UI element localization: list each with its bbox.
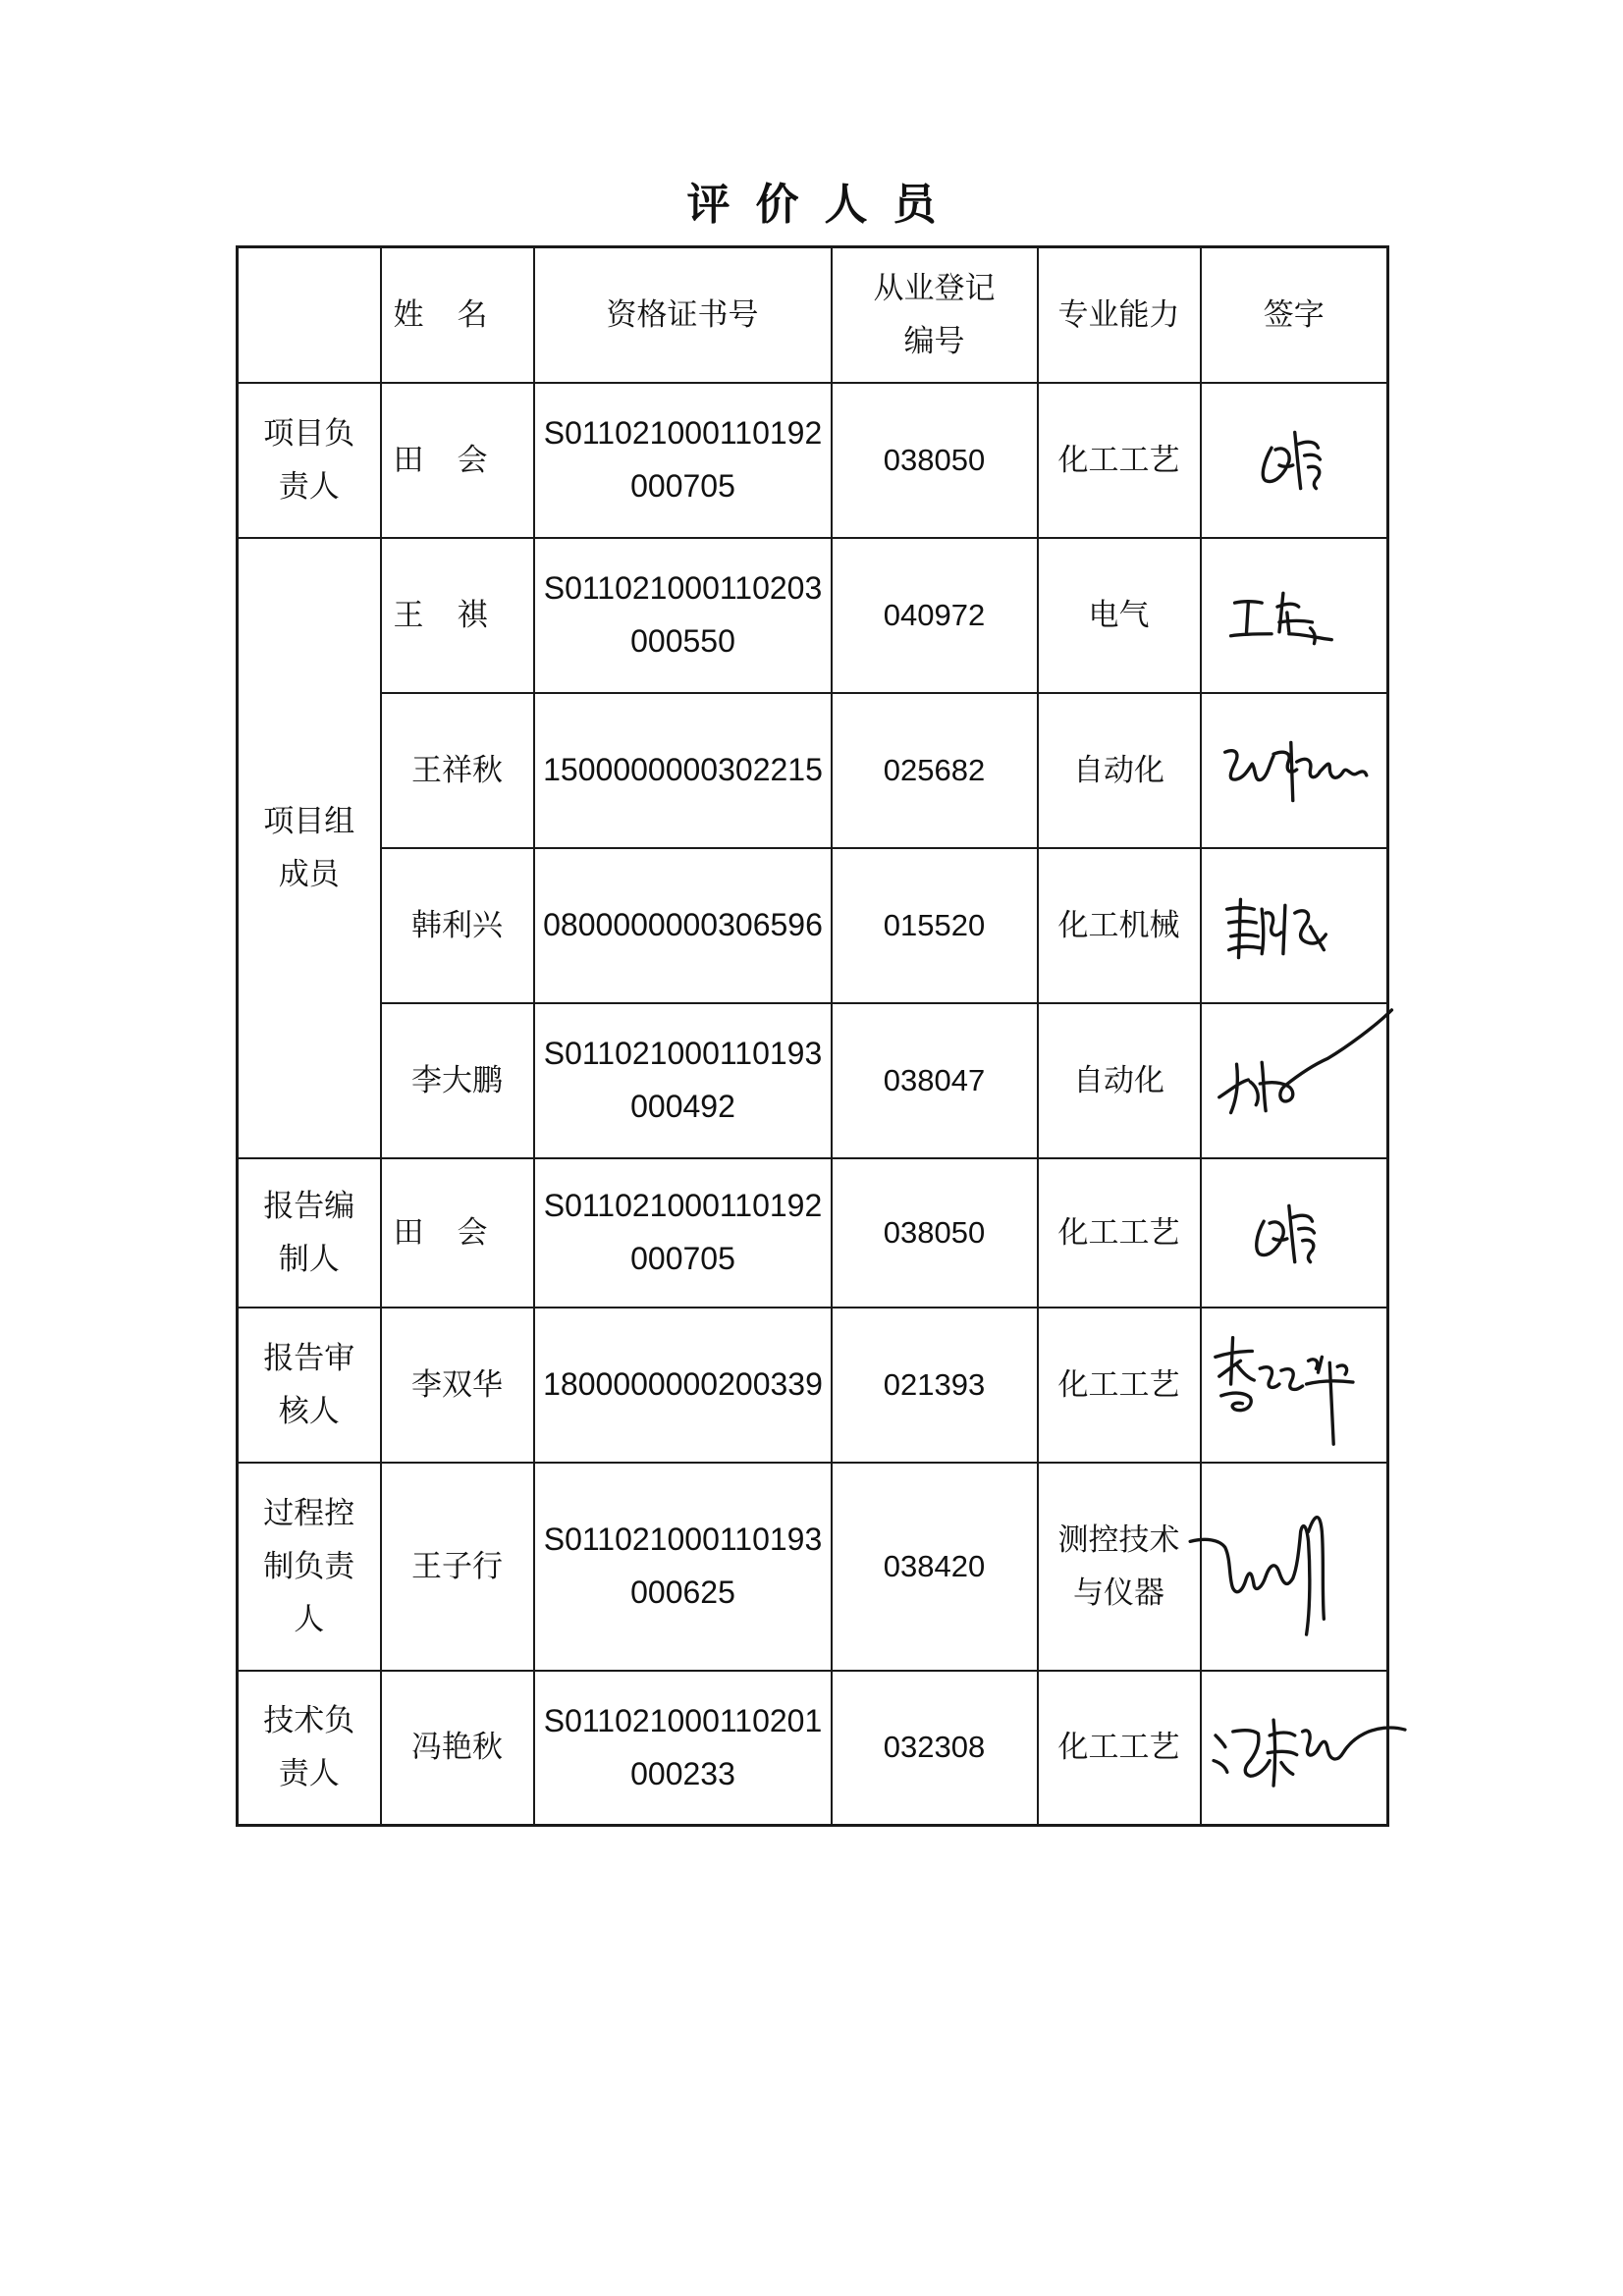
skill: 化工工艺	[1038, 1671, 1201, 1826]
skill: 测控技术与仪器	[1038, 1463, 1201, 1671]
skill: 自动化	[1038, 693, 1201, 848]
cert-no: S011021000110203000550	[534, 538, 832, 693]
table-row	[238, 693, 1388, 848]
role-cell: 过程控制负责人	[238, 1463, 381, 1671]
table-row	[238, 538, 1388, 693]
reg-no: 038050	[832, 383, 1038, 538]
cert-no: S011021000110193000625	[534, 1463, 832, 1671]
person-name: 田会	[381, 383, 534, 538]
skill: 化工工艺	[1038, 1158, 1201, 1308]
role-cell: 项目组成员	[238, 538, 381, 1158]
header-reg-no: 从业登记编号	[832, 247, 1038, 383]
cert-no: S011021000110192000705	[534, 1158, 832, 1308]
cert-no: 1500000000302215	[534, 693, 832, 848]
reg-no: 040972	[832, 538, 1038, 693]
signature-cell	[1201, 383, 1388, 538]
table-row	[238, 1003, 1388, 1158]
skill: 自动化	[1038, 1003, 1201, 1158]
cert-no: S011021000110193000492	[534, 1003, 832, 1158]
person-name: 韩利兴	[381, 848, 534, 1003]
table-row	[238, 1671, 1388, 1826]
page-title: 评价人员	[686, 180, 962, 230]
evaluator-table	[236, 245, 1389, 1827]
reg-no: 015520	[832, 848, 1038, 1003]
person-name: 李双华	[381, 1308, 534, 1463]
header-skill: 专业能力	[1038, 247, 1201, 383]
person-name: 王祺	[381, 538, 534, 693]
header-role-cell	[238, 247, 381, 383]
signature-cell	[1201, 848, 1388, 1003]
skill: 化工工艺	[1038, 383, 1201, 538]
handwritten-signature	[1202, 1308, 1387, 1462]
handwritten-signature	[1202, 384, 1387, 537]
reg-no: 032308	[832, 1671, 1038, 1826]
table-row	[238, 383, 1388, 538]
skill: 化工机械	[1038, 848, 1201, 1003]
handwritten-signature	[1202, 539, 1387, 692]
signature-cell	[1201, 538, 1388, 693]
reg-no: 038050	[832, 1158, 1038, 1308]
table-row	[238, 1308, 1388, 1463]
signature-cell	[1201, 1671, 1388, 1826]
header-row	[238, 247, 1388, 383]
person-name: 王子行	[381, 1463, 534, 1671]
role-cell: 报告审核人	[238, 1308, 381, 1463]
handwritten-signature	[1202, 1159, 1387, 1307]
signature-cell	[1201, 1463, 1388, 1671]
signature-cell	[1201, 693, 1388, 848]
reg-no: 038420	[832, 1463, 1038, 1671]
person-name: 冯艳秋	[381, 1671, 534, 1826]
handwritten-signature	[1202, 694, 1387, 847]
signature-cell	[1201, 1003, 1388, 1158]
person-name: 李大鹏	[381, 1003, 534, 1158]
handwritten-signature	[1202, 1004, 1387, 1157]
cert-no: S011021000110192000705	[534, 383, 832, 538]
skill: 化工工艺	[1038, 1308, 1201, 1463]
skill: 电气	[1038, 538, 1201, 693]
handwritten-signature	[1202, 1464, 1387, 1670]
header-name: 姓名	[381, 247, 534, 383]
reg-no: 038047	[832, 1003, 1038, 1158]
person-name: 田会	[381, 1158, 534, 1308]
handwritten-signature	[1202, 1672, 1387, 1825]
reg-no: 025682	[832, 693, 1038, 848]
role-cell: 项目负责人	[238, 383, 381, 538]
cert-no: S011021000110201000233	[534, 1671, 832, 1826]
person-name: 王祥秋	[381, 693, 534, 848]
handwritten-signature	[1202, 849, 1387, 1002]
reg-no: 021393	[832, 1308, 1038, 1463]
cert-no: 1800000000200339	[534, 1308, 832, 1463]
cert-no: 0800000000306596	[534, 848, 832, 1003]
signature-cell	[1201, 1158, 1388, 1308]
header-signature: 签字	[1201, 247, 1388, 383]
role-cell: 技术负责人	[238, 1671, 381, 1826]
table-row	[238, 1158, 1388, 1308]
table-row	[238, 848, 1388, 1003]
signature-cell	[1201, 1308, 1388, 1463]
table-row	[238, 1463, 1388, 1671]
header-cert-no: 资格证书号	[534, 247, 832, 383]
role-cell: 报告编制人	[238, 1158, 381, 1308]
